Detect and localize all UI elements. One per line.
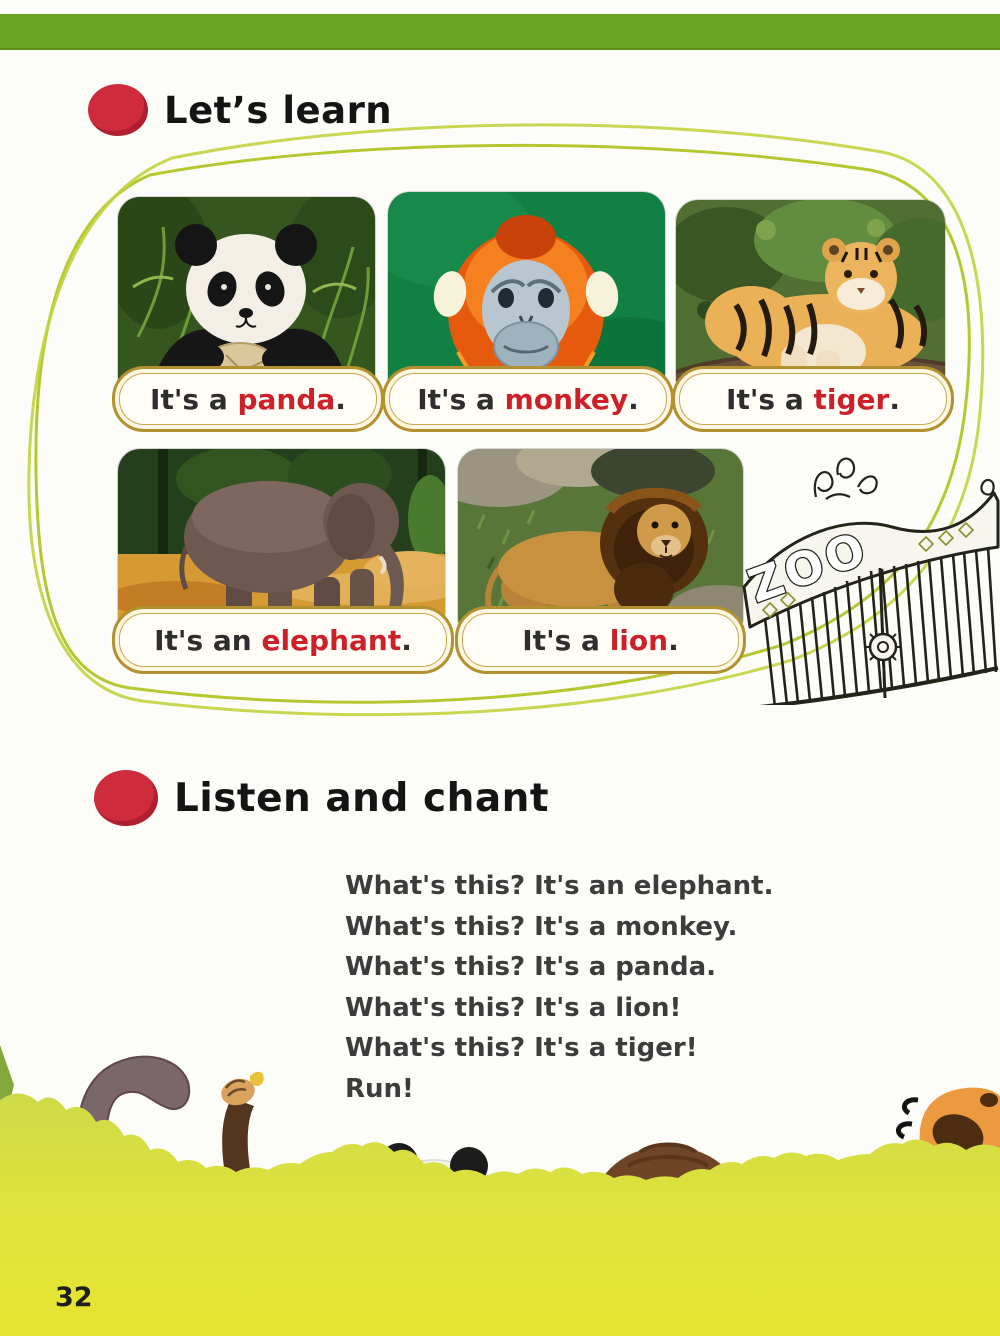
zoo-gate-illustration xyxy=(730,435,1000,705)
label-elephant xyxy=(112,606,454,674)
label-suffix: . xyxy=(628,382,639,416)
label-suffix: . xyxy=(668,623,679,657)
label-tiger xyxy=(672,366,954,432)
label-word: tiger xyxy=(813,382,890,416)
page-number: 32 xyxy=(55,1282,93,1313)
label-word: lion xyxy=(609,623,669,657)
chant-line: What's this? It's a monkey. xyxy=(345,911,738,942)
chant-line: What's this? It's a lion! xyxy=(345,992,682,1023)
grass-illustration xyxy=(0,1080,1000,1336)
section-listen-and-chant xyxy=(94,770,549,826)
label-suffix: . xyxy=(335,382,346,416)
zoo-sign-text: ZOO xyxy=(741,520,876,614)
label-suffix: . xyxy=(401,623,412,657)
label-word: elephant xyxy=(261,623,402,657)
label-panda xyxy=(112,366,384,432)
red-dot-icon xyxy=(94,770,158,826)
label-word: panda xyxy=(237,382,336,416)
chant-line: Run! xyxy=(345,1073,414,1104)
label-prefix: It's a xyxy=(150,382,238,416)
label-suffix: . xyxy=(889,382,900,416)
label-prefix: It's an xyxy=(154,623,262,657)
red-dot-icon xyxy=(88,84,148,136)
top-green-bar xyxy=(0,14,1000,50)
label-word: monkey xyxy=(504,382,629,416)
label-monkey xyxy=(382,366,674,432)
label-prefix: It's a xyxy=(522,623,610,657)
chant-line: What's this? It's a panda. xyxy=(345,952,716,982)
chant-line: What's this? It's an elephant. xyxy=(345,871,774,901)
label-prefix: It's a xyxy=(726,382,814,416)
label-lion xyxy=(455,606,746,674)
section-title: Let’s learn xyxy=(164,88,393,132)
section-title: Listen and chant xyxy=(174,775,550,821)
label-prefix: It's a xyxy=(417,382,505,416)
section-lets-learn xyxy=(88,84,392,136)
chant-line: What's this? It's a tiger! xyxy=(345,1033,698,1063)
